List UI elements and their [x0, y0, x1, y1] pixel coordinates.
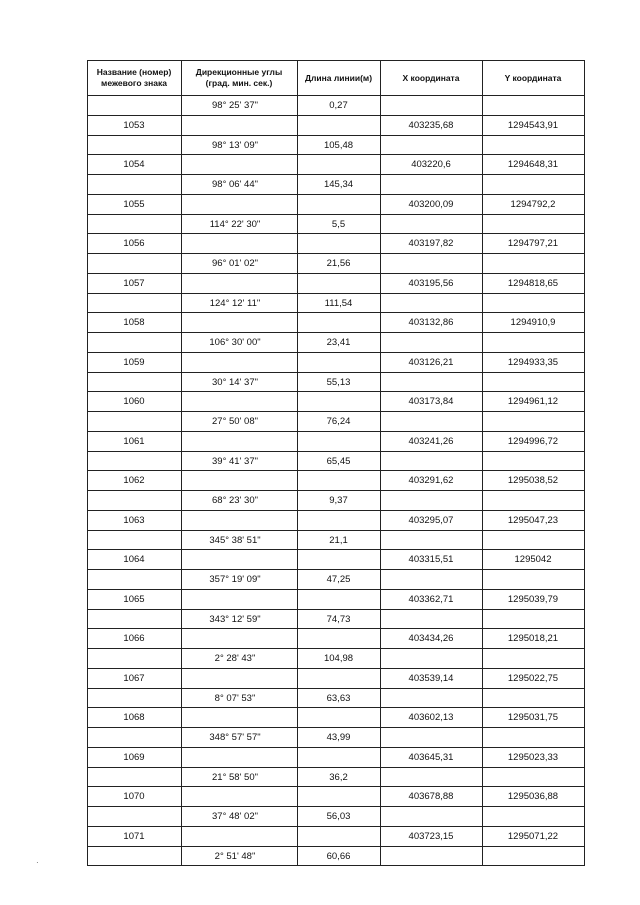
- y-coordinate-cell: 1294961,12: [507, 396, 559, 408]
- table-row-line: [87, 549, 585, 550]
- y-coordinate-cell: 1295047,23: [507, 514, 559, 526]
- table-row-line: [87, 332, 585, 333]
- line-length-cell: 145,34: [323, 179, 354, 190]
- table-row-line: [87, 727, 585, 728]
- header-line-length-text: Длина линии(м): [304, 73, 373, 83]
- table-row-line: [87, 214, 585, 215]
- line-length-cell: 43,99: [326, 732, 351, 743]
- x-coordinate-cell: 403291,62: [408, 475, 454, 487]
- table-column-line: [87, 60, 88, 865]
- header-point-name: [87, 67, 181, 88]
- direction-angle-cell: 68° 23' 30": [212, 495, 258, 506]
- line-length-cell: 0,27: [329, 100, 348, 111]
- table-row-line: [87, 431, 585, 432]
- header-direction-angle: [181, 67, 297, 88]
- x-coordinate-cell: 403315,51: [408, 554, 454, 566]
- table-header-border: [87, 95, 585, 96]
- header-y-coordinate-text: Y координата: [504, 73, 562, 83]
- x-coordinate-cell: 403539,14: [408, 672, 454, 684]
- x-coordinate-cell: 403362,71: [408, 593, 454, 605]
- y-coordinate-cell: 1295023,33: [507, 751, 559, 763]
- table-column-line: [482, 60, 483, 865]
- direction-angle-cell: 8° 07' 53": [214, 692, 256, 704]
- y-coordinate-cell: 1294648,31: [507, 159, 559, 171]
- direction-angle-cell: 37° 48' 02": [212, 811, 258, 822]
- y-coordinate-cell: 1295071,22: [507, 830, 559, 842]
- x-coordinate-cell: 403235,68: [408, 119, 454, 131]
- line-length-cell: 56,03: [326, 811, 351, 822]
- header-x-coordinate-text: X координата: [402, 73, 460, 83]
- table-row-line: [87, 510, 585, 511]
- table-row-line: [87, 233, 585, 234]
- table-row-line: [87, 865, 585, 866]
- table-row-line: [87, 372, 585, 373]
- direction-angle-cell: 357° 19' 09": [209, 574, 261, 585]
- header-direction-angle-text: Дирекционные углы (град. мин. сек.): [195, 67, 283, 88]
- scan-speck: ·: [36, 858, 39, 867]
- table-row-line: [87, 273, 585, 274]
- direction-angle-cell: 96° 01' 02": [212, 258, 258, 269]
- x-coordinate-cell: 403241,26: [408, 435, 454, 447]
- boundary-mark-name-cell: 1066: [123, 633, 145, 645]
- y-coordinate-cell: 1295031,75: [507, 712, 559, 724]
- x-coordinate-cell: 403723,15: [408, 830, 454, 842]
- boundary-mark-name-cell: 1069: [123, 751, 145, 763]
- x-coordinate-cell: 403197,82: [408, 238, 454, 250]
- y-coordinate-cell: 1295036,88: [507, 791, 559, 803]
- line-length-cell: 5,5: [331, 218, 346, 230]
- table-row-line: [87, 154, 585, 155]
- line-length-cell: 21,56: [326, 258, 351, 269]
- direction-angle-cell: 343° 12' 59": [209, 613, 261, 625]
- boundary-mark-name-cell: 1055: [123, 198, 145, 210]
- header-y-coordinate: [482, 73, 584, 84]
- direction-angle-cell: 39° 41' 37": [212, 455, 258, 467]
- line-length-cell: 47,25: [326, 574, 351, 585]
- line-length-cell: 21,1: [329, 534, 348, 546]
- table-row-line: [87, 767, 585, 768]
- boundary-mark-name-cell: 1056: [123, 238, 145, 250]
- y-coordinate-cell: 1295042: [514, 554, 552, 566]
- x-coordinate-cell: 403645,31: [408, 751, 454, 763]
- table-top-border: [87, 60, 585, 61]
- table-row-line: [87, 391, 585, 392]
- x-coordinate-cell: 403678,88: [408, 791, 454, 803]
- direction-angle-cell: 27° 50' 08": [212, 416, 258, 427]
- table-row-line: [87, 470, 585, 471]
- header-line-length: [297, 73, 380, 84]
- line-length-cell: 23,41: [326, 337, 351, 348]
- boundary-mark-name-cell: 1060: [123, 396, 145, 408]
- y-coordinate-cell: 1294933,35: [507, 356, 559, 368]
- boundary-mark-name-cell: 1070: [123, 791, 145, 803]
- y-coordinate-cell: 1294996,72: [507, 435, 559, 447]
- boundary-mark-name-cell: 1065: [123, 593, 145, 605]
- table-row-line: [87, 668, 585, 669]
- table-row-line: [87, 530, 585, 531]
- y-coordinate-cell: 1295038,52: [507, 475, 559, 487]
- boundary-mark-name-cell: 1062: [123, 475, 145, 487]
- line-length-cell: 105,48: [323, 139, 354, 151]
- direction-angle-cell: 2° 28' 43": [214, 653, 256, 664]
- direction-angle-cell: 2° 51' 48": [214, 850, 256, 862]
- table-row-line: [87, 609, 585, 610]
- table-row-line: [87, 628, 585, 629]
- y-coordinate-cell: 1294543,91: [507, 119, 559, 131]
- direction-angle-cell: 21° 58' 50": [212, 771, 258, 783]
- x-coordinate-cell: 403173,84: [408, 396, 454, 408]
- x-coordinate-cell: 403295,07: [408, 514, 454, 526]
- table-row-line: [87, 589, 585, 590]
- x-coordinate-cell: 403132,86: [408, 317, 454, 329]
- y-coordinate-cell: 1294910,9: [510, 317, 556, 329]
- y-coordinate-cell: 1294797,21: [507, 238, 559, 250]
- table-row-line: [87, 846, 585, 847]
- line-length-cell: 55,13: [326, 376, 351, 388]
- x-coordinate-cell: 403126,21: [408, 356, 454, 368]
- y-coordinate-cell: 1294792,2: [510, 198, 556, 210]
- boundary-mark-name-cell: 1053: [123, 119, 145, 131]
- boundary-mark-name-cell: 1064: [123, 554, 145, 566]
- direction-angle-cell: 98° 06' 44": [212, 179, 258, 190]
- direction-angle-cell: 114° 22' 30": [209, 218, 261, 230]
- line-length-cell: 111,54: [324, 297, 353, 309]
- direction-angle-cell: 30° 14' 37": [212, 376, 258, 388]
- table-row-line: [87, 253, 585, 254]
- table-row-line: [87, 135, 585, 136]
- x-coordinate-cell: 403434,26: [408, 633, 454, 645]
- x-coordinate-cell: 403220,6: [411, 159, 451, 171]
- line-length-cell: 76,24: [326, 416, 351, 427]
- table-row-line: [87, 490, 585, 491]
- table-row-line: [87, 747, 585, 748]
- direction-angle-cell: 98° 13' 09": [212, 139, 258, 151]
- y-coordinate-cell: 1295039,79: [507, 593, 559, 605]
- direction-angle-cell: 106° 30' 00": [209, 337, 261, 348]
- x-coordinate-cell: 403195,56: [408, 277, 454, 289]
- line-length-cell: 65,45: [326, 455, 351, 467]
- table-row-line: [87, 352, 585, 353]
- boundary-mark-name-cell: 1067: [123, 672, 145, 684]
- y-coordinate-cell: 1294818,65: [507, 277, 559, 289]
- table-row-line: [87, 806, 585, 807]
- table-row-line: [87, 451, 585, 452]
- table-row-line: [87, 411, 585, 412]
- header-point-name-text: Название (номер) межевого знака: [96, 67, 172, 88]
- line-length-cell: 36,2: [329, 771, 348, 783]
- line-length-cell: 104,98: [323, 653, 354, 664]
- table-row-line: [87, 786, 585, 787]
- table-column-line: [380, 60, 381, 865]
- table-row-line: [87, 293, 585, 294]
- direction-angle-cell: 98° 25' 37": [212, 100, 258, 111]
- table-column-line: [584, 60, 585, 865]
- x-coordinate-cell: 403200,09: [408, 198, 454, 210]
- table-row-line: [87, 194, 585, 195]
- header-x-coordinate: [380, 73, 482, 84]
- x-coordinate-cell: 403602,13: [408, 712, 454, 724]
- boundary-mark-name-cell: 1059: [123, 356, 145, 368]
- table-row-line: [87, 174, 585, 175]
- direction-angle-cell: 345° 38' 51": [209, 534, 261, 546]
- boundary-mark-name-cell: 1057: [123, 277, 145, 289]
- table-row-line: [87, 115, 585, 116]
- boundary-mark-name-cell: 1071: [123, 830, 145, 842]
- boundary-mark-name-cell: 1063: [123, 514, 145, 526]
- boundary-mark-name-cell: 1058: [123, 317, 145, 329]
- table-row-line: [87, 707, 585, 708]
- table-row-line: [87, 826, 585, 827]
- table-row-line: [87, 569, 585, 570]
- y-coordinate-cell: 1295022,75: [507, 672, 559, 684]
- boundary-mark-name-cell: 1068: [123, 712, 145, 724]
- y-coordinate-cell: 1295018,21: [507, 633, 559, 645]
- line-length-cell: 74,73: [326, 613, 351, 625]
- line-length-cell: 9,37: [329, 495, 348, 506]
- direction-angle-cell: 348° 57' 57": [209, 732, 261, 743]
- table-row-line: [87, 312, 585, 313]
- direction-angle-cell: 124° 12' 11": [209, 297, 261, 309]
- table-row-line: [87, 688, 585, 689]
- line-length-cell: 60,66: [326, 850, 351, 862]
- boundary-mark-name-cell: 1054: [123, 159, 145, 171]
- table-row-line: [87, 648, 585, 649]
- boundary-mark-name-cell: 1061: [123, 435, 145, 447]
- line-length-cell: 63,63: [326, 692, 351, 704]
